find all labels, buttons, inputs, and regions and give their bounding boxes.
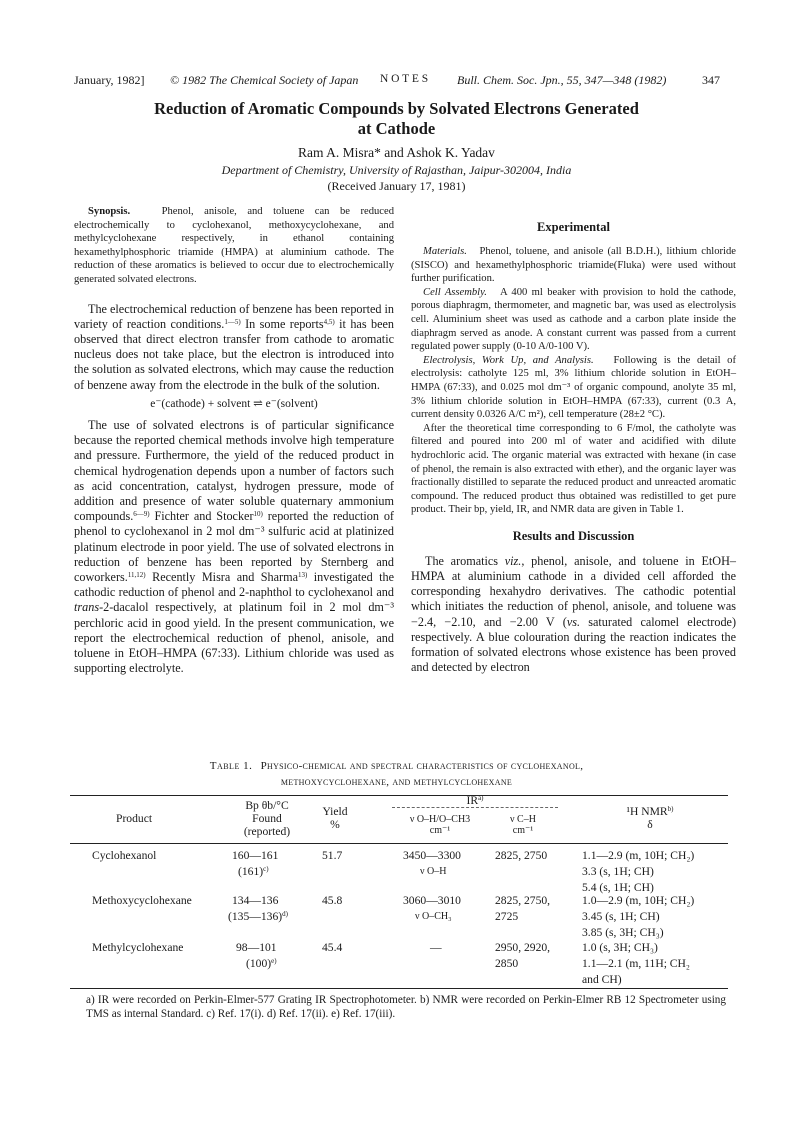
yield-header-line1: Yield	[322, 805, 348, 818]
intro-p1-text-c: it has been observed that direct electron transfer from cathode to aromatic nucleus does not take place, but the electron is introduced into the solution as solvated electrons, which may cause the reduction of benzene away from the electrode in the bulk of the solution.	[74, 316, 394, 392]
table-cell-nmr: 5.4 (s, 1H; CH)	[582, 881, 654, 894]
ir-ch-header-line2: cm⁻¹	[512, 825, 534, 836]
table-bottom-rule	[70, 988, 728, 989]
col-nmr-header	[580, 805, 720, 831]
results-italic-vs: vs.	[566, 614, 581, 629]
results-italic-viz: viz.	[504, 553, 522, 568]
synopsis-text: Phenol, anisole, and toluene can be reduced electrochemically to cyclohexanol, methoxycyclohexane, and methylcyclohexane respectively, in ethanol containing hexamethylphosphoric triamide (HMPA) at aluminium cathode. The reduction of these aromatics is believed to occur due to electrochemically generated solvated electrons.	[74, 206, 394, 285]
intro-p2-text-b: Fichter and Stocker	[149, 509, 254, 524]
table-cell-product: Methylcyclohexane	[92, 941, 184, 954]
intro-p2-text-a: The use of solvated electrons is of particular significance because the reported chemical methods involve high temperature and pressure. Furthermore, the yield of the reduced product in chemical hydrogenation depends upon a number of factors such as acid concentration, catalyst, hydrogen pressure, mode of addition and presence of water soluble quaternary ammonium compounds.	[74, 417, 394, 524]
bp-header-line3: (reported)	[243, 825, 291, 838]
table-cell-ir-oh-label: ν O–CH₃	[415, 911, 452, 922]
affiliation: Department of Chemistry, University of Rajasthan, Jaipur-302004, India	[221, 163, 572, 177]
table-caption-text1: Physico-chemical and spectral characteristics of cyclohexanol,	[260, 760, 584, 772]
citation-ref: 10)	[253, 510, 263, 519]
header-section: N O T E S	[380, 73, 429, 85]
cell-assembly-text: A 400 ml beaker with provision to hold the cathode, porous diaphragm, thermometer, and magnetic bar, was used as electrolysis cell. Aluminium sheet was used as cathode and a carbon plate inside the diaphragm served as anode. A constant current was passed from a current regulated power supply (0-10 A/0-100 V).	[411, 286, 737, 353]
materials-label: Materials.	[423, 246, 467, 257]
bp-header-line1: Bp θb/°C	[245, 799, 289, 812]
table-cell-ir-oh: 3060—3010	[403, 894, 461, 907]
nmr-header-line2: δ	[647, 818, 653, 831]
intro-p1-text-a: The electrochemical reduction of benzene has been reported in variety of reaction conditions.	[74, 301, 394, 331]
bp-reported-footnote: d)	[282, 910, 288, 918]
intro-p2-italic-trans: trans	[74, 600, 100, 615]
intro-paragraph-1	[74, 302, 394, 393]
table-caption-line1	[0, 760, 793, 772]
table-header	[70, 796, 728, 842]
table-cell-nmr: and CH)	[582, 973, 622, 986]
yield-header-line2: %	[330, 818, 340, 831]
table-cell-ir-ch: 2725	[495, 910, 519, 923]
results-section	[411, 554, 736, 676]
table-cell-nmr: 3.3 (s, 1H; CH)	[582, 865, 654, 878]
synopsis	[74, 205, 394, 287]
table-cell-nmr: 1.1—2.1 (m, 11H; CH₂	[582, 957, 690, 970]
left-column	[74, 205, 394, 676]
table-cell-bp-reported	[246, 956, 277, 972]
results-paragraph	[411, 554, 736, 676]
bp-reported-footnote: c)	[263, 865, 269, 873]
materials-paragraph	[411, 245, 736, 286]
bp-reported-value: (135—136)	[228, 910, 283, 923]
table-cell-nmr: 1.1—2.9 (m, 10H; CH₂)	[582, 849, 695, 862]
electrolysis-label: Electrolysis, Work Up, and Analysis.	[423, 354, 594, 366]
experimental-section	[411, 245, 736, 517]
col-ir-ch-header	[488, 814, 558, 836]
intro-p1-text-b: In some reports	[240, 316, 324, 331]
table-cell-product: Methoxycyclohexane	[92, 894, 192, 907]
bp-reported-footnote: e)	[271, 957, 277, 965]
table-cell-bp-found: 134—136	[232, 894, 279, 907]
results-text-c: saturated calomel electrode) respectively. A blue colouration during the reaction indicates the formation of solvated electrons whose existence has been proved and detected by electron	[411, 614, 737, 675]
ir-oh-header-line2: cm⁻¹	[429, 825, 451, 836]
header-date: January, 1982]	[74, 73, 145, 87]
table-cell-bp-found: 160—161	[232, 849, 279, 862]
intro-p2-text-f: -2-dacalol respectively, at platinum foil in 2 mol dm⁻³ perchloric acid in good yield. In the present communication, we report the electrochemical reduction of phenol, anisole, and toluene in EtOH–HMPA (67:33). Lithium chloride was used as supporting electrolyte.	[74, 600, 394, 676]
intro-p2-text-e: investigated the cathodic reduction of phenol and 2-naphthol to cyclohexanol and	[74, 570, 395, 600]
col-yield-header	[310, 805, 360, 831]
table-cell-bp-reported	[238, 864, 269, 880]
ir-header-label: IR	[466, 794, 479, 807]
header-copyright: © 1982 The Chemical Society of Japan	[170, 73, 359, 87]
table-cell-nmr: 1.0 (s, 3H; CH₃)	[582, 941, 658, 954]
bp-reported-value: (161)	[238, 865, 264, 878]
citation-ref: 1—5)	[224, 317, 241, 326]
right-column	[411, 220, 736, 676]
solvated-electron-equation: e⁻(cathode) + solvent ⇌ e⁻(solvent)	[150, 397, 318, 410]
table-cell-yield: 45.4	[322, 941, 343, 954]
table-cell-bp-reported	[228, 909, 288, 925]
results-text-a: The aromatics	[425, 553, 505, 568]
citation-ref: 6—9)	[133, 510, 150, 519]
table-caption-line2: methoxycyclohexane, and methylcyclohexane	[280, 776, 513, 788]
received-date: (Received January 17, 1981)	[327, 179, 466, 193]
table-cell-ir-oh: 3450—3300	[403, 849, 461, 862]
nmr-header-label: ¹H NMR	[626, 805, 668, 818]
bp-header-line2: Found	[252, 812, 282, 825]
intro-paragraph-2	[74, 418, 394, 676]
article-title-line2: at Cathode	[357, 119, 436, 138]
article-title-line1: Reduction of Aromatic Compounds by Solvated Electrons Generated	[154, 99, 639, 118]
results-heading: Results and Discussion	[512, 528, 635, 543]
col-ir-header	[392, 794, 558, 807]
cell-assembly-paragraph	[411, 286, 736, 354]
table-cell-bp-found: 98—101	[236, 941, 277, 954]
authors: Ram A. Misra* and Ashok K. Yadav	[298, 145, 495, 160]
col-bp-header	[222, 799, 312, 838]
nmr-header-footnote: b)	[667, 805, 674, 813]
table-cell-ir-ch: 2850	[495, 957, 519, 970]
col-product-header: Product	[116, 812, 153, 825]
ir-oh-header-line1: ν O–H/O–CH3	[409, 814, 471, 825]
citation-ref: 13)	[298, 571, 308, 580]
electrolysis-text: Following is the detail of electrolysis: catholyte 125 ml, 3% lithium chloride solution in EtOH–HMPA (67:33), and 0.025 mol dm⁻³ of organic compound, anolyte 35 ml, 3% lithium chloride solution in EtOH–HMPA (67:33), current (0.3 A, current density 0.0326 A/C m²), cell temperature (28±2 °C).	[411, 354, 736, 421]
bp-reported-value: (100)	[246, 957, 272, 970]
results-text-b: , phenol, anisole, and toluene in EtOH–HMPA at aluminium cathode in a divided cell afforded the corresponding hexahydro derivatives. The cathodic potential which initiates the reduction of phenol, anisole, and toluene was −2.4, −2.10, and −2.00 V (	[411, 553, 736, 629]
table-cell-product: Cyclohexanol	[92, 849, 157, 862]
citation-ref: 4,5)	[323, 317, 335, 326]
table-cell-nmr: 1.0—2.9 (m, 10H; CH₂)	[582, 894, 695, 907]
experimental-heading: Experimental	[537, 220, 610, 234]
workup-paragraph: After the theoretical time corresponding to 6 F/mol, the catholyte was filtered and poured into 200 ml of water and acidified with dilute hydrochloric acid. The organic material was extracted with hexane (in case of phenol, the remain is also extracted with ether), and the organic layer was fractionally distilled to separate the reduced product and unreacted aromatic compound. The reduced product thus obtained was redistilled to get pure product. Their bp, yield, IR, and NMR data are given in Table 1.	[411, 422, 736, 516]
electrolysis-paragraph	[411, 354, 736, 422]
ir-ch-header-line1: ν C–H	[510, 814, 536, 825]
citation-ref: 11,12)	[127, 571, 146, 580]
table-footnote: a) IR were recorded on Perkin-Elmer-577 Grating IR Spectrophotometer. b) NMR were recorded on Perkin-Elmer RB 12 Spectrometer using TMS as internal Standard. c) Ref. 17(i). d) Ref. 17(ii). e) Ref. 17(iii).	[86, 994, 726, 1020]
intro-section	[74, 302, 394, 677]
table-cell-nmr: 3.45 (s, 1H; CH)	[582, 910, 660, 923]
table-cell-ir-oh: —	[430, 941, 442, 954]
nmr-header-line1	[580, 805, 720, 818]
table-cell-yield: 45.8	[322, 894, 343, 907]
table-cell-ir-ch: 2825, 2750	[495, 849, 548, 862]
header-citation: Bull. Chem. Soc. Jpn., 55, 347—348 (1982)	[457, 73, 667, 87]
table-cell-yield: 51.7	[322, 849, 343, 862]
page-number: 347	[702, 73, 720, 87]
materials-text: Phenol, toluene, and anisole (all B.D.H.), lithium chloride (SISCO) and hexamethylphosphoric triamide(Fluka) were used without further purification.	[411, 246, 736, 285]
table-cell-ir-ch: 2950, 2920,	[495, 941, 551, 954]
table-header-rule	[70, 843, 728, 844]
table-cell-nmr: 3.85 (s, 3H; CH₃)	[582, 926, 664, 939]
synopsis-label: Synopsis.	[88, 206, 131, 217]
intro-p2-text-d: Recently Misra and Sharma	[145, 570, 298, 585]
intro-p2-text-c: reported the reduction of phenol to cyclohexanol in 2 mol dm⁻³ sulfuric acid at platinized platinum electrode in poor yield. The use of solvated electrons in reduction of benzene has been reported by Sternberg and coworkers.	[74, 509, 394, 585]
cell-assembly-label: Cell Assembly.	[423, 286, 487, 298]
table-caption-label: Table 1.	[209, 760, 253, 772]
col-ir-oh-header	[392, 814, 488, 836]
table-cell-ir-oh-label: ν O–H	[420, 866, 447, 877]
table-cell-ir-ch: 2825, 2750,	[495, 894, 551, 907]
ir-header-footnote: a)	[478, 794, 484, 802]
